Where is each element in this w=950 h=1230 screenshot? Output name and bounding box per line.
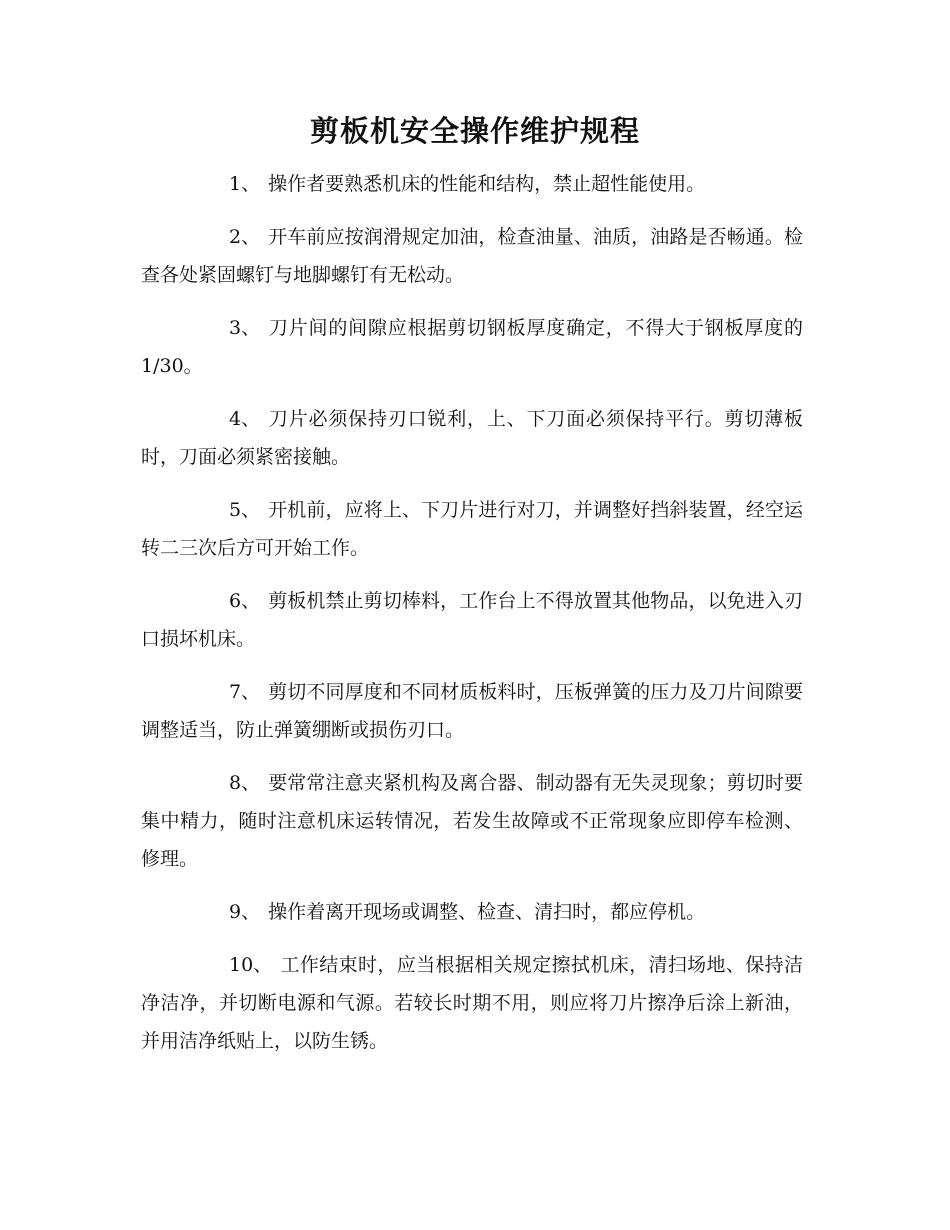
- item-number: 8、: [229, 772, 261, 794]
- document-title: 剪板机安全操作维护规程: [309, 114, 640, 148]
- list-item: [141, 673, 803, 749]
- item-text: 操作着离开现场或调整、检查、清扫时，都应停机。: [268, 901, 706, 923]
- item-number: 4、: [229, 408, 261, 430]
- item-text: 剪切不同厚度和不同材质板料时，压板弹簧的压力及刀片间隙要调整适当，防止弹簧绷断或损伤刃口。: [141, 681, 803, 741]
- item-text: 剪板机禁止剪切棒料，工作台上不得放置其他物品，以免进入刃口损坏机床。: [141, 590, 803, 650]
- item-text: 工作结束时，应当根据相关规定擦拭机床，清扫场地、保持洁净洁净，并切断电源和气源。若较长时期不用，则应将刀片擦净后涂上新油，并用洁净纸贴上，以防生锈。: [141, 954, 803, 1052]
- list-item: [141, 764, 803, 878]
- item-text: 刀片间的间隙应根据剪切钢板厚度确定，不得大于钢板厚度的 1/30。: [141, 317, 803, 377]
- item-number: 7、: [229, 681, 261, 703]
- item-text: 操作者要熟悉机床的性能和结构，禁止超性能使用。: [268, 173, 706, 195]
- item-number: 9、: [229, 901, 261, 923]
- item-text: 刀片必须保持刃口锐利，上、下刀面必须保持平行。剪切薄板时，刀面必须紧密接触。: [141, 408, 803, 468]
- item-number: 10、: [229, 954, 273, 976]
- item-number: 2、: [229, 226, 261, 248]
- item-text: 要常常注意夹紧机构及离合器、制动器有无失灵现象；剪切时要集中精力，随时注意机床运转情况，若发生故障或不正常现象应即停车检测、修理。: [141, 772, 803, 870]
- list-item: [141, 165, 803, 203]
- list-item: [141, 491, 803, 567]
- list-item: [141, 309, 803, 385]
- list-item: [141, 218, 803, 294]
- list-item: [141, 400, 803, 476]
- list-item: [141, 893, 803, 931]
- item-number: 5、: [229, 499, 261, 521]
- document-body: [141, 165, 803, 1075]
- item-number: 6、: [229, 590, 261, 612]
- item-number: 1、: [229, 173, 261, 195]
- item-text: 开车前应按润滑规定加油，检查油量、油质，油路是否畅通。检查各处紧固螺钉与地脚螺钉有无松动。: [141, 226, 803, 286]
- list-item: [141, 946, 803, 1060]
- item-text: 开机前，应将上、下刀片进行对刀，并调整好挡斜装置，经空运转二三次后方可开始工作。: [141, 499, 803, 559]
- item-number: 3、: [229, 317, 261, 339]
- list-item: [141, 582, 803, 658]
